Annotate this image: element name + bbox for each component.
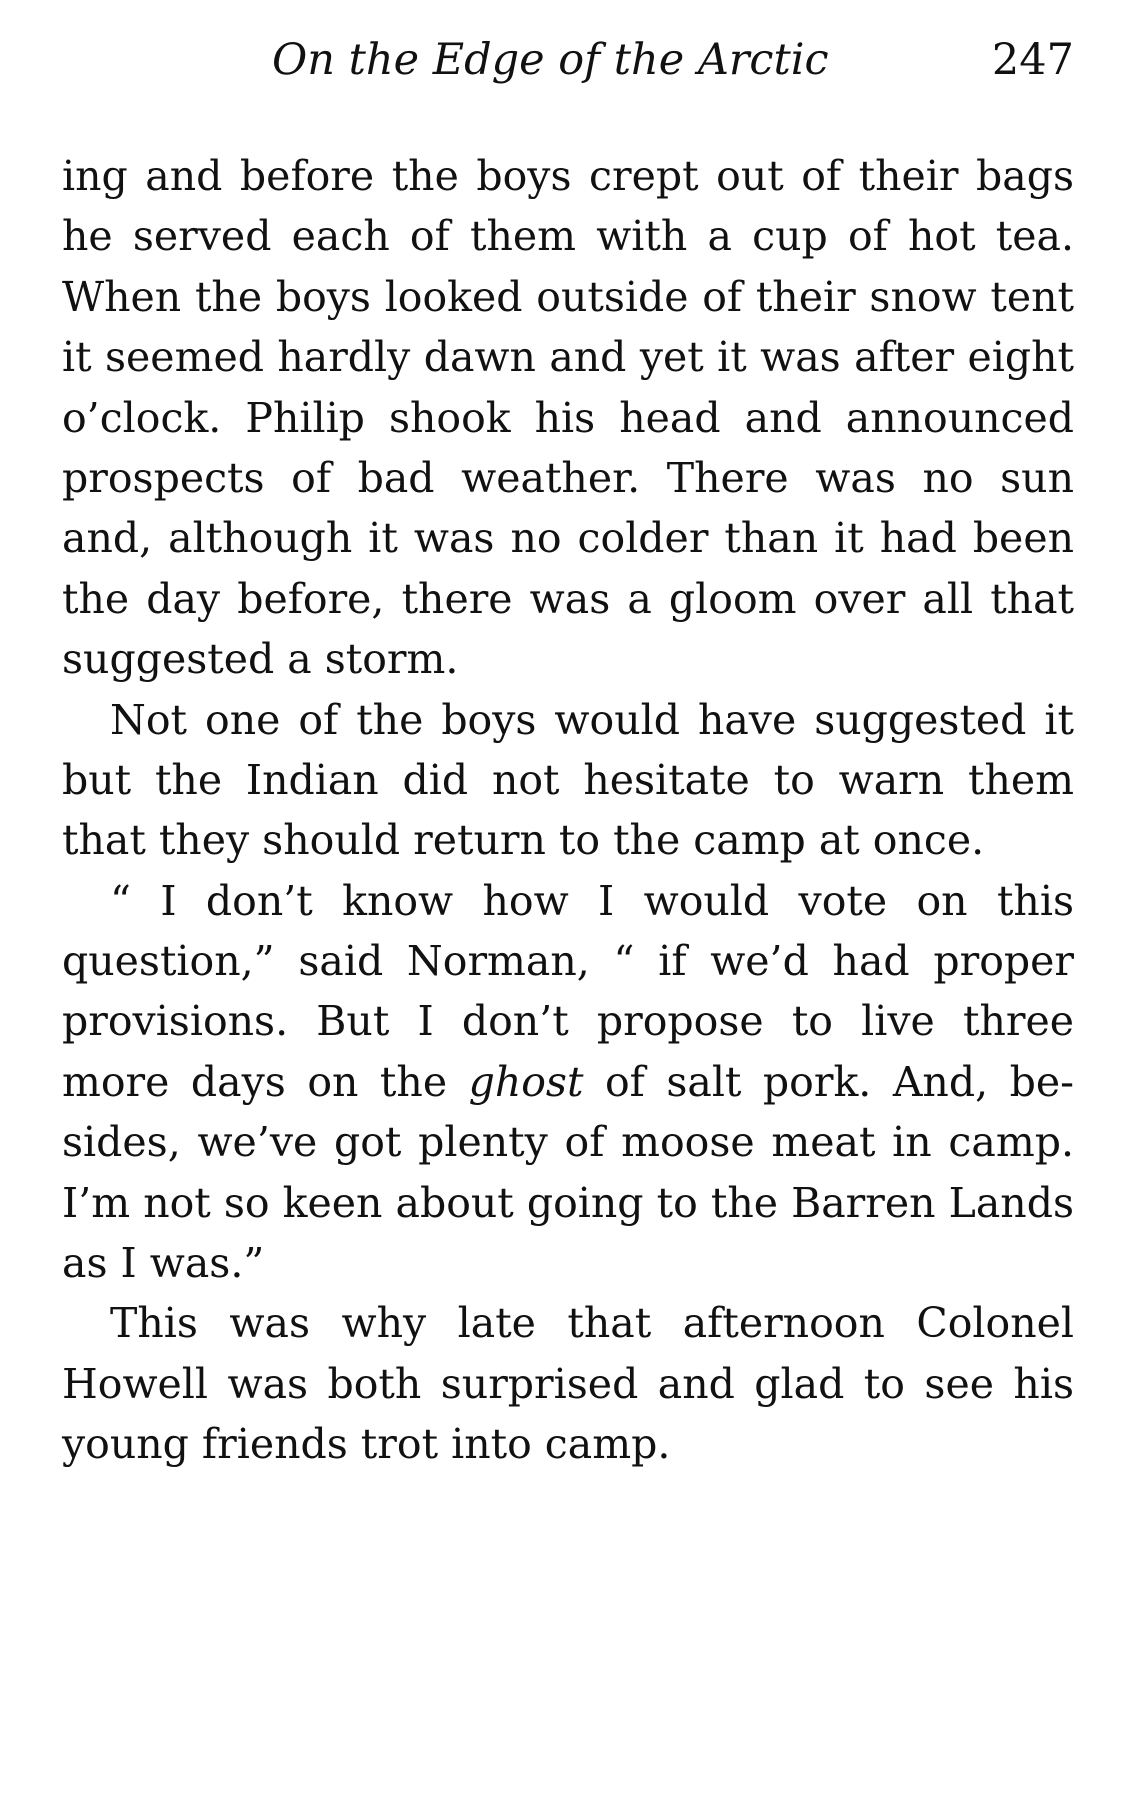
text-segment: more days on the xyxy=(62,1057,469,1106)
page-number: 247 xyxy=(991,35,1074,85)
paragraph-3 xyxy=(62,871,1074,1294)
text-line: suggested a storm. xyxy=(62,635,459,684)
text-line: the day before, there was a gloom over all that xyxy=(62,574,1074,623)
running-title: On the Edge of the Arctic xyxy=(272,35,829,85)
text-line: provisions. But I don’t propose to live three xyxy=(62,997,1074,1046)
text-line: prospects of bad weather. There was no sun xyxy=(62,453,1074,502)
text-line: but the Indian did not hesitate to warn them xyxy=(62,755,1074,804)
paragraph-1 xyxy=(62,146,1074,690)
text-line: “ I don’t know how I would vote on this xyxy=(110,876,1074,925)
text-line: question,” said Norman, “ if we’d had proper xyxy=(62,937,1074,986)
text-segment: of salt pork. And, be- xyxy=(583,1057,1074,1106)
text-line: o’clock. Philip shook his head and announced xyxy=(62,393,1074,442)
text-line: Not one of the boys would have suggested it xyxy=(110,695,1074,744)
text-line: When the boys looked outside of their snow tent xyxy=(62,272,1074,321)
body-text xyxy=(62,146,1074,1475)
text-line: it seemed hardly dawn and yet it was after eight xyxy=(62,333,1074,382)
text-line: This was why late that afternoon Colonel xyxy=(110,1299,1074,1348)
text-line: ing and before the boys crept out of their bags xyxy=(62,152,1074,200)
text-line-with-italic xyxy=(62,1052,1074,1112)
text-line: young friends trot into camp. xyxy=(62,1420,671,1469)
running-head xyxy=(62,30,1074,90)
paragraph-2 xyxy=(62,690,1074,871)
italic-word: ghost xyxy=(468,1057,584,1106)
text-line: he served each of them with a cup of hot tea. xyxy=(62,212,1074,261)
text-line: I’m not so keen about going to the Barren Lands xyxy=(62,1178,1074,1227)
text-line: as I was.” xyxy=(62,1239,265,1288)
paragraph-4 xyxy=(62,1293,1074,1474)
text-line: sides, we’ve got plenty of moose meat in camp. xyxy=(62,1118,1074,1167)
text-line: Howell was both surprised and glad to see his xyxy=(62,1359,1074,1408)
text-line: that they should return to the camp at once. xyxy=(62,816,985,865)
text-line: and, although it was no colder than it had been xyxy=(62,514,1074,563)
